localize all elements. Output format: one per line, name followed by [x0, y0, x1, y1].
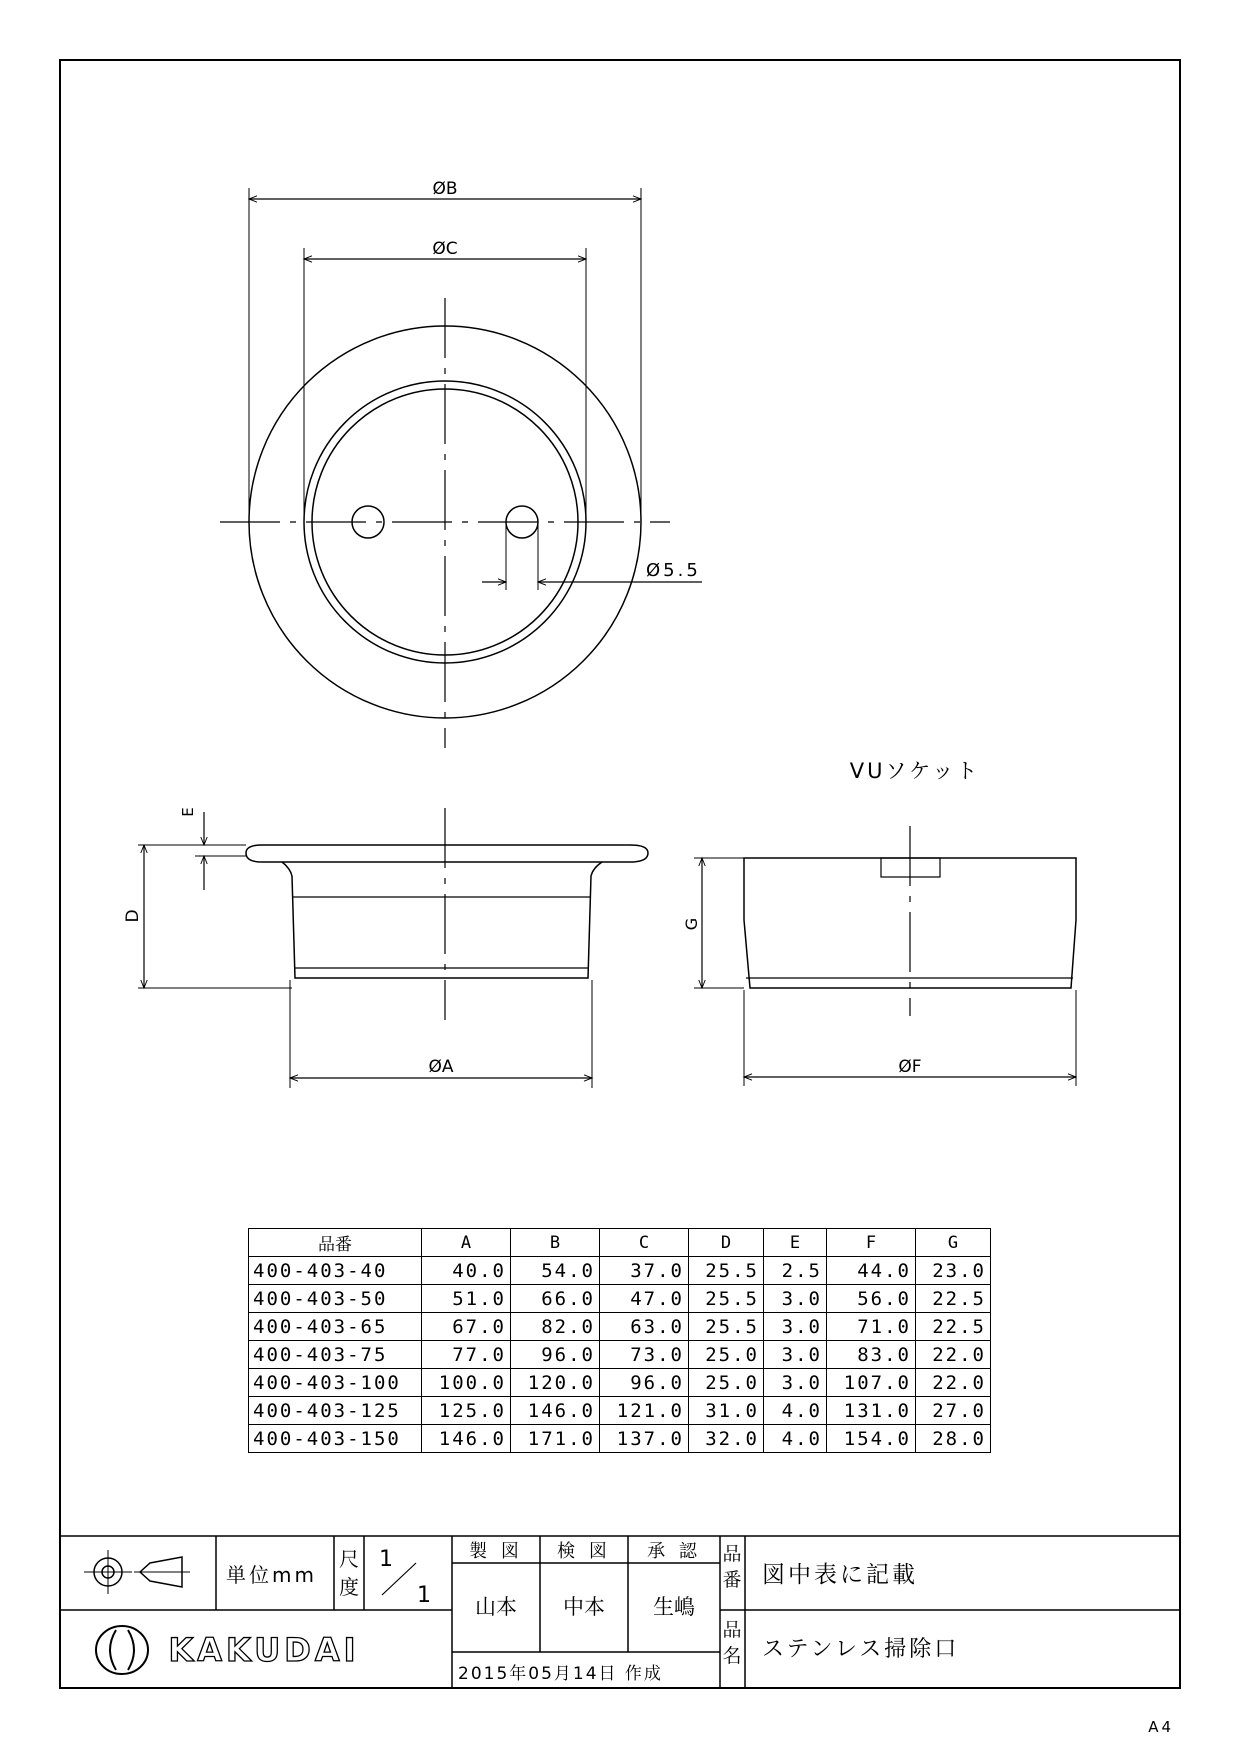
name-label-top: 品: [722, 1619, 742, 1641]
cell-value: 44.0: [827, 1257, 916, 1285]
checked-header: 検 図: [557, 1541, 611, 1562]
dim-label-f: ØF: [898, 1057, 922, 1077]
flange-profile: [246, 845, 648, 862]
cell-value: 154.0: [827, 1425, 916, 1453]
side-view: [138, 808, 648, 1088]
cell-value: 25.5: [689, 1313, 764, 1341]
table-row: [249, 1285, 991, 1313]
drawn-header: 製 図: [469, 1541, 523, 1562]
dim-label-b: ØB: [432, 179, 458, 199]
brand-name: KAKUDAI: [168, 1631, 360, 1669]
header-d: D: [689, 1229, 764, 1257]
cell-value: 3.0: [764, 1369, 827, 1397]
header-a: A: [422, 1229, 511, 1257]
scale-denominator: 1: [417, 1583, 431, 1608]
cell-value: 25.5: [689, 1257, 764, 1285]
cell-part-no: 400-403-40: [249, 1257, 422, 1285]
cell-value: 121.0: [600, 1397, 689, 1425]
cell-part-no: 400-403-50: [249, 1285, 422, 1313]
cell-value: 27.0: [916, 1397, 991, 1425]
header-c: C: [600, 1229, 689, 1257]
dim-label-d: D: [123, 909, 143, 923]
cell-part-no: 400-403-75: [249, 1341, 422, 1369]
table-body: [249, 1257, 991, 1453]
sheet-size: A4: [1148, 1718, 1174, 1736]
cell-part-no: 400-403-65: [249, 1313, 422, 1341]
part-no-value: 図中表に記載: [762, 1562, 918, 1588]
cell-value: 4.0: [764, 1425, 827, 1453]
cell-value: 73.0: [600, 1341, 689, 1369]
table-row: [249, 1341, 991, 1369]
table-row: [249, 1425, 991, 1453]
dimension-table: [248, 1228, 991, 1453]
cell-value: 146.0: [422, 1425, 511, 1453]
body-profile: [282, 862, 602, 978]
dim-label-c: ØC: [432, 239, 458, 259]
part-name-value: ステンレス掃除口: [762, 1637, 960, 1662]
part-no-label-top: 品: [722, 1543, 742, 1565]
cell-value: 83.0: [827, 1341, 916, 1369]
cell-value: 3.0: [764, 1313, 827, 1341]
cell-value: 40.0: [422, 1257, 511, 1285]
cell-value: 107.0: [827, 1369, 916, 1397]
part-no-label-bottom: 番: [722, 1569, 742, 1591]
cell-value: 25.5: [689, 1285, 764, 1313]
dim-label-e: E: [179, 807, 197, 817]
drawn-by: 山本: [475, 1595, 517, 1619]
scale-numerator: 1: [379, 1547, 393, 1572]
created-date: 2015年05月14日 作成: [458, 1664, 663, 1684]
cell-part-no: 400-403-150: [249, 1425, 422, 1453]
cell-value: 22.0: [916, 1369, 991, 1397]
cell-value: 25.0: [689, 1369, 764, 1397]
header-f: F: [827, 1229, 916, 1257]
kakudai-logo-icon: [96, 1626, 148, 1674]
cell-value: 100.0: [422, 1369, 511, 1397]
cell-value: 2.5: [764, 1257, 827, 1285]
scale-label-bottom: 度: [339, 1575, 359, 1599]
header-b: B: [511, 1229, 600, 1257]
cell-value: 66.0: [511, 1285, 600, 1313]
checked-by: 中本: [563, 1595, 605, 1619]
cell-value: 51.0: [422, 1285, 511, 1313]
cell-value: 22.5: [916, 1285, 991, 1313]
dim-label-a: ØA: [428, 1057, 454, 1077]
cell-value: 146.0: [511, 1397, 600, 1425]
dim-label-hole: Ø5.5: [646, 560, 701, 581]
approved-header: 承 認: [647, 1541, 701, 1562]
cell-value: 28.0: [916, 1425, 991, 1453]
cell-value: 22.0: [916, 1341, 991, 1369]
cell-value: 171.0: [511, 1425, 600, 1453]
projection-symbol-icon: [84, 1550, 190, 1594]
cell-value: 32.0: [689, 1425, 764, 1453]
header-part-no: 品番: [249, 1229, 422, 1257]
table-row: [249, 1313, 991, 1341]
cell-value: 67.0: [422, 1313, 511, 1341]
scale-label-top: 尺: [339, 1547, 359, 1571]
cell-value: 96.0: [600, 1369, 689, 1397]
cell-value: 63.0: [600, 1313, 689, 1341]
table-row: [249, 1397, 991, 1425]
cell-value: 82.0: [511, 1313, 600, 1341]
dim-label-g: G: [682, 917, 701, 931]
cell-value: 22.5: [916, 1313, 991, 1341]
socket-label: VUソケット: [849, 759, 981, 783]
cell-value: 54.0: [511, 1257, 600, 1285]
cell-value: 56.0: [827, 1285, 916, 1313]
cell-value: 71.0: [827, 1313, 916, 1341]
cell-value: 3.0: [764, 1285, 827, 1313]
table-row: [249, 1369, 991, 1397]
header-e: E: [764, 1229, 827, 1257]
cell-value: 47.0: [600, 1285, 689, 1313]
cell-value: 37.0: [600, 1257, 689, 1285]
cell-value: 4.0: [764, 1397, 827, 1425]
cell-value: 3.0: [764, 1341, 827, 1369]
top-view: [220, 188, 702, 748]
cell-part-no: 400-403-100: [249, 1369, 422, 1397]
cell-value: 77.0: [422, 1341, 511, 1369]
header-g: G: [916, 1229, 991, 1257]
cell-value: 125.0: [422, 1397, 511, 1425]
cell-value: 96.0: [511, 1341, 600, 1369]
name-label-bottom: 名: [722, 1645, 742, 1667]
approved-by: 生嶋: [653, 1595, 695, 1619]
cell-value: 25.0: [689, 1341, 764, 1369]
unit-label: 単位mm: [226, 1563, 317, 1587]
cell-value: 131.0: [827, 1397, 916, 1425]
cell-part-no: 400-403-125: [249, 1397, 422, 1425]
table-header-row: [249, 1229, 991, 1257]
socket-view: [694, 826, 1076, 1086]
cell-value: 120.0: [511, 1369, 600, 1397]
cell-value: 31.0: [689, 1397, 764, 1425]
table-row: [249, 1257, 991, 1285]
cell-value: 137.0: [600, 1425, 689, 1453]
cell-value: 23.0: [916, 1257, 991, 1285]
